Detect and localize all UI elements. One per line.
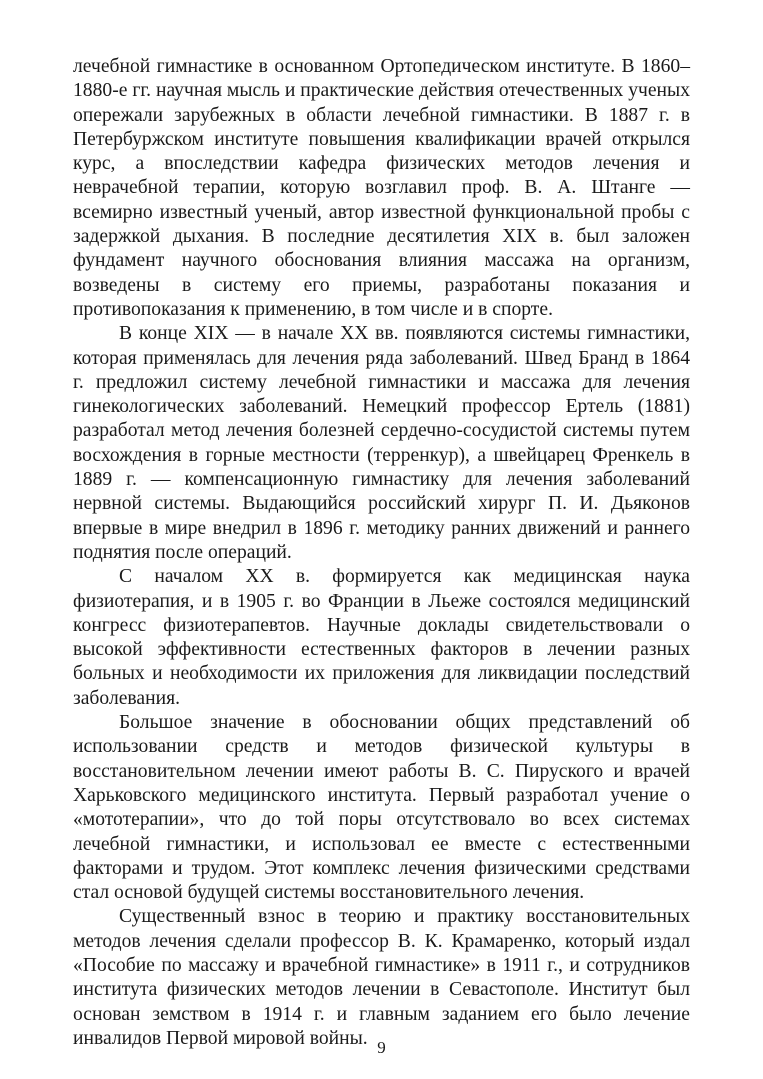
paragraph-3: С началом XX в. формируется как медицинская наука физиотерапия, и в 1905 г. во Франции в Льеже состоялся медицинский конгресс физиотерапевтов. Научные доклады свидетельствовали о высокой эффективности естественных факторов в лечении разных больных и необходимости их приложения для ликвидации последствий заболевания. (73, 566, 690, 709)
paragraph-1: лечебной гимнастике в основанном Ортопедическом институте. В 1860–1880-е гг. научная мысль и практические действия отечественных ученых опережали зарубежных в области лечебной гимнастики. В 1887 г. в Петербуржском институте повышения квалификации врачей открылся курс, а впоследствии кафедра физических методов лечения и неврачебной терапии, которую возглавил проф. В. А. Штанге — всемирно известный ученый, автор известной функциональной пробы с задержкой дыхания. В последние десятилетия XIX в. был заложен фундамент научного обоснования влияния массажа на организм, возведены в систему его приемы, разработаны показания и противопоказания к применению, в том числе и в спорте. (73, 56, 690, 320)
paragraph-5: Существенный взнос в теорию и практику восстановительных методов лечения сделали профессор В. К. Крамаренко, который издал «Пособие по массажу и врачебной гимнастике» в 1911 г., и сотрудников института физических методов лечении в Севастополе. Институт был основан земством в 1914 г. и главным заданием его было лечение инвалидов Первой мировой войны. (73, 906, 690, 1049)
page-number: 9 (377, 1038, 386, 1057)
body-text (73, 55, 690, 1051)
paragraph-2: В конце XIX — в начале XX вв. появляются системы гимнастики, которая применялась для лечения ряда заболеваний. Швед Бранд в 1864 г. предложил систему лечебной гимнастики и массажа для лечения гинекологических заболеваний. Немецкий профессор Ертель (1881) разработал метод лечения болезней сердечно-сосудистой системы путем восхождения в горные местности (терренкур), а швейцарец Френкель в 1889 г. — компенсационную гимнастику для лечения заболеваний нервной системы. Выдающийся российский хирург П. И. Дьяконов впервые в мире внедрил в 1896 г. методику ранних движений и раннего поднятия после операций. (73, 323, 690, 563)
paragraph-4: Большое значение в обосновании общих представлений об использовании средств и методов физической культуры в восстановительном лечении имеют работы В. С. Пируского и врачей Харьковского медицинского института. Первый разработал учение о «мототерапии», что до той поры отсутствовало во всех системах лечебной гимнастики, и использовал ее вместе с естественными факторами и трудом. Этот комплекс лечения физическими средствами стал основой будущей системы восстановительного лечения. (73, 712, 690, 904)
